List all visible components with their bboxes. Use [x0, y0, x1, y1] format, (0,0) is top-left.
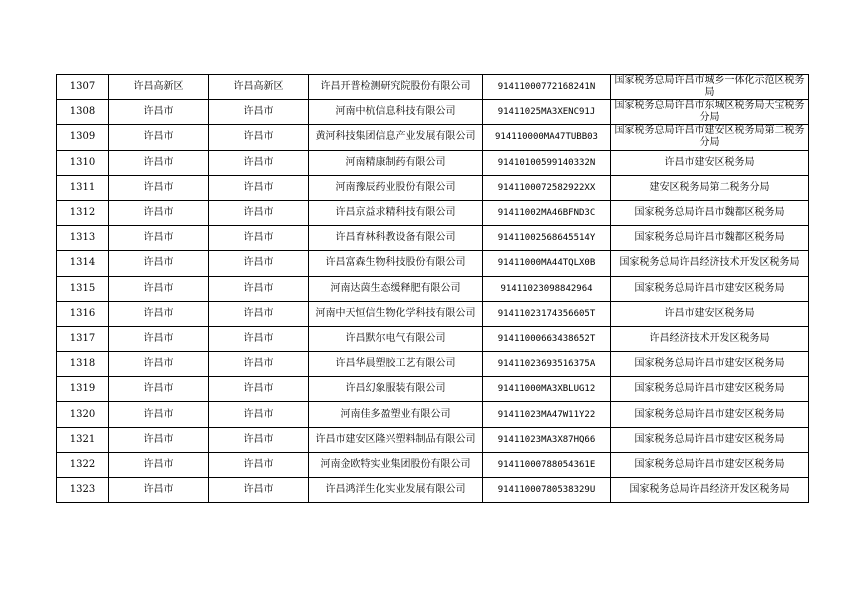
- table-row: [57, 452, 809, 477]
- company-name-cell: 河南佳多盈塑业有限公司: [309, 402, 483, 427]
- tax-authority-cell: 国家税务总局许昌市东城区税务局天宝税务分局: [611, 100, 809, 125]
- credit-code-cell: 91410100599140332N: [483, 150, 611, 175]
- district-cell: 许昌市: [209, 125, 309, 150]
- district-cell: 许昌市: [209, 377, 309, 402]
- tax-authority-cell: 国家税务总局许昌市建安区税务局: [611, 276, 809, 301]
- tax-authority-cell: 许昌经济技术开发区税务局: [611, 326, 809, 351]
- credit-code-cell: 91411002568645514Y: [483, 226, 611, 251]
- credit-code-cell: 91411002MA46BFND3C: [483, 200, 611, 225]
- company-name-cell: 河南达茵生态缓释肥有限公司: [309, 276, 483, 301]
- row-number: 1319: [57, 377, 109, 402]
- tax-authority-cell: 国家税务总局许昌市建安区税务局: [611, 377, 809, 402]
- city-cell: 许昌市: [109, 175, 209, 200]
- table-row: [57, 326, 809, 351]
- row-number: 1309: [57, 125, 109, 150]
- credit-code-cell: 91411023693516375A: [483, 352, 611, 377]
- table-row: [57, 150, 809, 175]
- table-row: [57, 200, 809, 225]
- city-cell: 许昌市: [109, 276, 209, 301]
- district-cell: 许昌市: [209, 402, 309, 427]
- row-number: 1320: [57, 402, 109, 427]
- district-cell: 许昌高新区: [209, 75, 309, 100]
- company-name-cell: 河南中天恒信生物化学科技有限公司: [309, 301, 483, 326]
- tax-authority-cell: 国家税务总局许昌市建安区税务局: [611, 352, 809, 377]
- tax-authority-cell: 建安区税务局第二税务分局: [611, 175, 809, 200]
- table-row: [57, 226, 809, 251]
- city-cell: 许昌市: [109, 377, 209, 402]
- table-row: [57, 377, 809, 402]
- company-tax-table: [56, 74, 809, 503]
- district-cell: 许昌市: [209, 100, 309, 125]
- table-row: [57, 276, 809, 301]
- table-row: [57, 175, 809, 200]
- company-name-cell: 许昌默尔电气有限公司: [309, 326, 483, 351]
- company-name-cell: 许昌开普检测研究院股份有限公司: [309, 75, 483, 100]
- table-row: [57, 75, 809, 100]
- district-cell: 许昌市: [209, 301, 309, 326]
- district-cell: 许昌市: [209, 452, 309, 477]
- company-name-cell: 许昌幻象服装有限公司: [309, 377, 483, 402]
- tax-authority-cell: 国家税务总局许昌市建安区税务局: [611, 427, 809, 452]
- district-cell: 许昌市: [209, 326, 309, 351]
- tax-authority-cell: 许昌市建安区税务局: [611, 301, 809, 326]
- row-number: 1310: [57, 150, 109, 175]
- table-row: [57, 100, 809, 125]
- row-number: 1317: [57, 326, 109, 351]
- table-row: [57, 478, 809, 503]
- company-name-cell: 黄河科技集团信息产业发展有限公司: [309, 125, 483, 150]
- city-cell: 许昌市: [109, 402, 209, 427]
- tax-authority-cell: 许昌市建安区税务局: [611, 150, 809, 175]
- district-cell: 许昌市: [209, 175, 309, 200]
- row-number: 1307: [57, 75, 109, 100]
- company-name-cell: 许昌育林科教设备有限公司: [309, 226, 483, 251]
- credit-code-cell: 91411023174356605T: [483, 301, 611, 326]
- city-cell: 许昌市: [109, 226, 209, 251]
- credit-code-cell: 9141100072582922XX: [483, 175, 611, 200]
- credit-code-cell: 91411000788054361E: [483, 452, 611, 477]
- row-number: 1311: [57, 175, 109, 200]
- row-number: 1308: [57, 100, 109, 125]
- tax-authority-cell: 国家税务总局许昌经济技术开发区税务局: [611, 251, 809, 276]
- tax-authority-cell: 国家税务总局许昌市建安区税务局: [611, 452, 809, 477]
- row-number: 1312: [57, 200, 109, 225]
- city-cell: 许昌市: [109, 251, 209, 276]
- table-row: [57, 402, 809, 427]
- city-cell: 许昌市: [109, 301, 209, 326]
- table-row: [57, 427, 809, 452]
- credit-code-cell: 91411023MA3X87HQ66: [483, 427, 611, 452]
- tax-authority-cell: 国家税务总局许昌市城乡一体化示范区税务局: [611, 75, 809, 100]
- row-number: 1315: [57, 276, 109, 301]
- company-name-cell: 河南金欧特实业集团股份有限公司: [309, 452, 483, 477]
- company-name-cell: 许昌京益求精科技有限公司: [309, 200, 483, 225]
- row-number: 1322: [57, 452, 109, 477]
- city-cell: 许昌市: [109, 125, 209, 150]
- credit-code-cell: 91411025MA3XENC91J: [483, 100, 611, 125]
- company-name-cell: 许昌市建安区隆兴塑料制品有限公司: [309, 427, 483, 452]
- company-name-cell: 河南中杭信息科技有限公司: [309, 100, 483, 125]
- district-cell: 许昌市: [209, 226, 309, 251]
- tax-authority-cell: 国家税务总局许昌经济开发区税务局: [611, 478, 809, 503]
- credit-code-cell: 91411000MA3XBLUG12: [483, 377, 611, 402]
- credit-code-cell: 91411023098842964: [483, 276, 611, 301]
- table-row: [57, 251, 809, 276]
- district-cell: 许昌市: [209, 251, 309, 276]
- table-body: [57, 75, 809, 503]
- row-number: 1318: [57, 352, 109, 377]
- company-name-cell: 许昌鸿洋生化实业发展有限公司: [309, 478, 483, 503]
- district-cell: 许昌市: [209, 276, 309, 301]
- row-number: 1323: [57, 478, 109, 503]
- table-row: [57, 352, 809, 377]
- city-cell: 许昌市: [109, 352, 209, 377]
- tax-authority-cell: 国家税务总局许昌市建安区税务局: [611, 402, 809, 427]
- credit-code-cell: 91411000MA44TQLX0B: [483, 251, 611, 276]
- company-name-cell: 许昌华晨塑胶工艺有限公司: [309, 352, 483, 377]
- company-name-cell: 河南豫辰药业股份有限公司: [309, 175, 483, 200]
- tax-authority-cell: 国家税务总局许昌市魏都区税务局: [611, 226, 809, 251]
- city-cell: 许昌市: [109, 150, 209, 175]
- company-name-cell: 河南精康制药有限公司: [309, 150, 483, 175]
- city-cell: 许昌高新区: [109, 75, 209, 100]
- credit-code-cell: 91411000780538329U: [483, 478, 611, 503]
- district-cell: 许昌市: [209, 150, 309, 175]
- credit-code-cell: 91411000663438652T: [483, 326, 611, 351]
- city-cell: 许昌市: [109, 100, 209, 125]
- city-cell: 许昌市: [109, 326, 209, 351]
- table-row: [57, 125, 809, 150]
- row-number: 1313: [57, 226, 109, 251]
- district-cell: 许昌市: [209, 200, 309, 225]
- credit-code-cell: 914110000MA47TUBB03: [483, 125, 611, 150]
- district-cell: 许昌市: [209, 427, 309, 452]
- city-cell: 许昌市: [109, 427, 209, 452]
- row-number: 1314: [57, 251, 109, 276]
- row-number: 1316: [57, 301, 109, 326]
- credit-code-cell: 91411000772168241N: [483, 75, 611, 100]
- tax-authority-cell: 国家税务总局许昌市魏都区税务局: [611, 200, 809, 225]
- company-name-cell: 许昌富森生物科技股份有限公司: [309, 251, 483, 276]
- table-row: [57, 301, 809, 326]
- tax-authority-cell: 国家税务总局许昌市建安区税务局第二税务分局: [611, 125, 809, 150]
- city-cell: 许昌市: [109, 452, 209, 477]
- credit-code-cell: 91411023MA47W11Y22: [483, 402, 611, 427]
- row-number: 1321: [57, 427, 109, 452]
- city-cell: 许昌市: [109, 478, 209, 503]
- district-cell: 许昌市: [209, 352, 309, 377]
- city-cell: 许昌市: [109, 200, 209, 225]
- district-cell: 许昌市: [209, 478, 309, 503]
